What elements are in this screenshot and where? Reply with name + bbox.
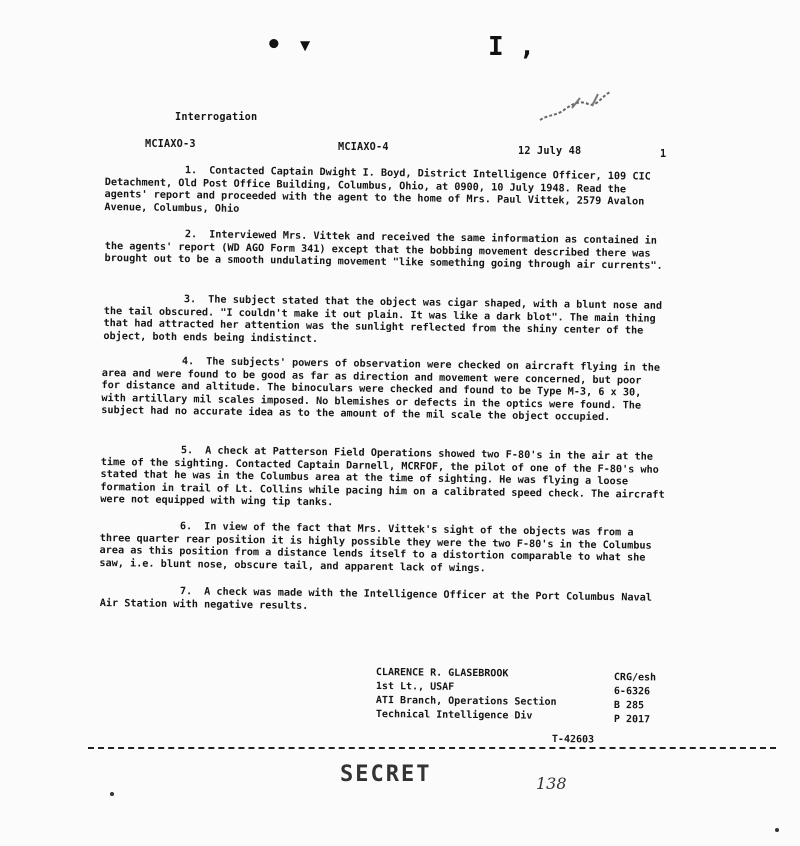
paragraph-1 xyxy=(104,164,665,222)
code-room: P 2017 xyxy=(613,714,651,726)
code-phone: 6-6326 xyxy=(613,686,651,698)
ref-left: MCIAXO-3 xyxy=(145,139,196,150)
paragraph-5 xyxy=(100,444,667,515)
paragraph-number: 1. xyxy=(184,165,198,177)
secret-stamp: SECRET xyxy=(340,762,432,787)
code-building: B 285 xyxy=(613,700,645,712)
code-initials: CRG/esh xyxy=(613,672,657,684)
handwritten-page-number: 138 xyxy=(536,774,567,793)
paragraph-text: In view of the fact that Mrs. Vittek's sight of the objects was from a three quarter rear position it is highly possible they were the two F-80's in the Columbus area as this position from a distance lends itself to a distortion comparable to what she saw, i.e. blunt nose, obscure tail, and apparent lack of wings. xyxy=(99,521,652,575)
scribble-mark xyxy=(536,86,616,126)
top-mark-left: • ▾ xyxy=(266,30,313,60)
signature-rank: 1st Lt., USAF xyxy=(375,681,455,693)
paragraph-text: A check was made with the Intelligence Officer at the Port Columbus Naval Air Station with negative results. xyxy=(99,586,652,612)
page-number: 1 xyxy=(660,149,667,160)
ref-mid: MCIAXO-4 xyxy=(338,142,389,153)
file-reference: T-42603 xyxy=(551,734,595,746)
top-mark-right: I , xyxy=(488,32,535,62)
paragraph-number: 3. xyxy=(183,294,197,306)
paragraph-number: 4. xyxy=(181,356,195,368)
paragraph-2 xyxy=(104,228,664,274)
paragraph-number: 2. xyxy=(184,229,198,241)
signature-division: Technical Intelligence Div xyxy=(375,709,533,722)
paragraph-number: 6. xyxy=(179,521,193,533)
paragraph-6 xyxy=(99,520,668,578)
signature-name: CLARENCE R. GLASEBROOK xyxy=(375,667,509,680)
heading: Interrogation xyxy=(175,112,258,123)
paragraph-text: The subject stated that the object was cigar shaped, with a blunt nose and the tail obscured. "I couldn't make it out plain. It was like a dark blot". The main thing that had attracted her attention was the sunlight reflected from the shiny center of the object, both ends being indistinct. xyxy=(103,294,663,345)
paragraph-7 xyxy=(100,585,660,618)
paragraph-text: The subjects' powers of observation were checked on aircraft flying in the area and were found to be good as far as direction and movement were concerned, but poor for distance and altitude. The binoculars were checked and found to be Type M-3, 6 x 30, with artillary mil scales imposed. No blemishes or defects in the optics were found. The subject had no accurate idea as to the amount of the mil scale the object occupied. xyxy=(101,356,661,424)
paragraph-4 xyxy=(101,355,664,426)
signature-section: ATI Branch, Operations Section xyxy=(375,695,557,708)
paragraph-text: A check at Patterson Field Operations showed two F-80's in the air at the time of the sighting. Contacted Captain Darnell, MCRFOF, the pilot of one of the F-80's who stated that he was in the Columbus area at the time of sighting. He was flying a loose formation in trail of Lt. Collins while pacing him on a calibrated speed check. The aircraft were not equipped with wing tip tanks. xyxy=(100,445,665,509)
scan-dot xyxy=(110,792,114,796)
paragraph-number: 7. xyxy=(179,586,193,598)
paragraph-3 xyxy=(103,293,666,351)
paragraph-text: Interviewed Mrs. Vittek and received the same information as contained in the agents' report (WD AGO Form 341) except that the bobbing movement described there was brought out to be a smooth undulating movement "like something going through air currents". xyxy=(104,229,663,272)
paragraph-text: Contacted Captain Dwight I. Boyd, District Intelligence Officer, 109 CIC Detachment, Old Post Office Building, Columbus, Ohio, at 0900, 10 July 1948. Read the agents' report and proceeded with the agent to the home of Mrs. Paul Vittek, 2579 Avalon Avenue, Columbus, Ohio xyxy=(104,165,651,215)
document-date: 12 July 48 xyxy=(518,146,582,157)
paragraph-number: 5. xyxy=(180,445,194,457)
scan-dot xyxy=(775,828,779,832)
dashed-divider xyxy=(88,747,776,749)
